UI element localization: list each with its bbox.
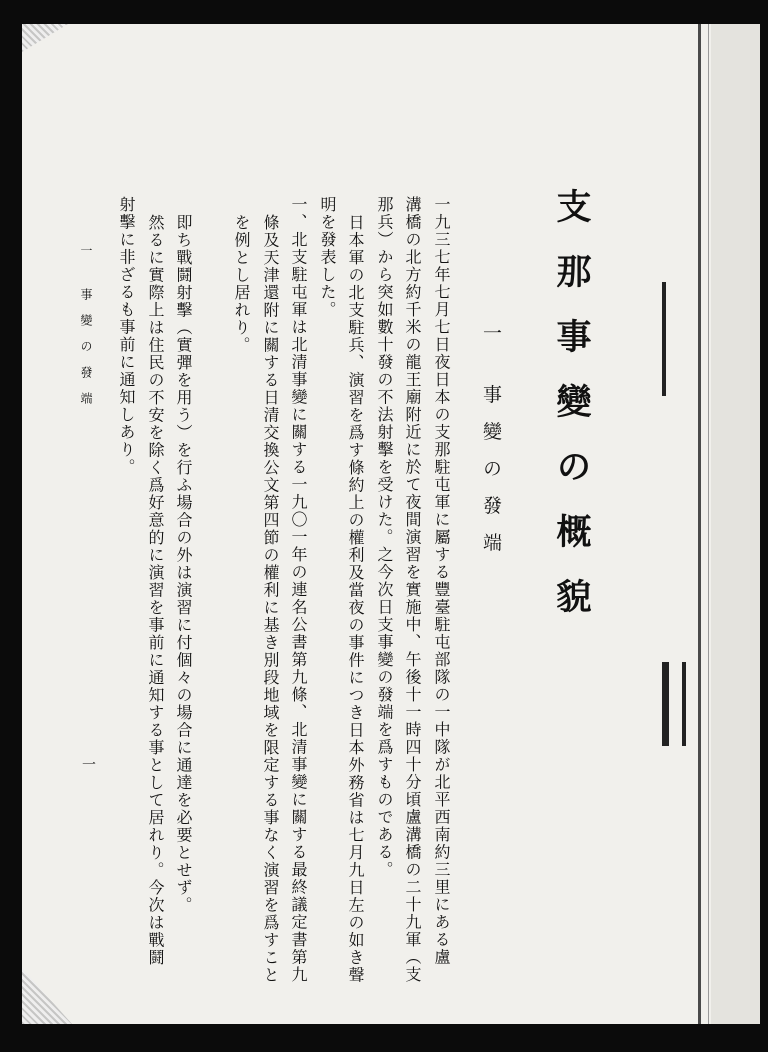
body-line: 一九三七年七月七日夜日本の支那駐屯軍に屬する豐臺駐屯部隊の一中隊が北平西南約三里にある盧 [432,196,451,966]
gutter-mark [682,662,686,746]
running-head: 一 事變の發端 [79,244,93,418]
body-line: を例とし居れり。 [232,214,251,354]
body-line: 射擊に非ざるも事前に通知しあり。 [117,196,136,476]
section-heading: 一 事變の發端 [480,323,502,570]
torn-corner-bottom [22,968,72,1024]
body-line: 即ち戰鬪射擊（實彈を用う）を行ふ場合の外は演習に付個々の場合に通達を必要とせず。 [174,214,193,914]
body-line: 那兵）から突如數十發の不法射擊を受けた。之今次日支事變の發端を爲すものである。 [375,196,394,879]
page-number: 一 [80,757,96,771]
adjacent-page-strip [711,24,760,1024]
body-line: 條及天津還附に關する日清交換公文第四節の權利に基き別段地域を限定する事なく演習を爲すこと [261,214,280,984]
binding-fold-line [698,24,701,1024]
body-line: 明を發表した。 [318,196,337,319]
binding-fold-edge [708,24,709,1024]
body-line: 日本軍の北支駐兵、演習を爲す條約上の權利及當夜の事件につき日本外務省は七月九日左の如き聲 [346,214,365,984]
chapter-title: 支那事變の概貌 [551,188,592,643]
gutter-mark [662,662,669,746]
body-line: 然るに實際上は住民の不安を除く爲好意的に演習を事前に通知する事として居れり。今次は戰鬪 [146,214,165,967]
body-line: 一、北支駐屯軍は北清事變に關する一九〇一年の連名公書第九條、北清事變に關する最終議定書第九 [289,196,308,984]
gutter-mark [662,282,666,396]
body-line: 溝橋の北方約千米の龍王廟附近に於て夜間演習を實施中、午後十一時四十分頃盧溝橋の二十九軍（支 [403,196,422,984]
torn-corner-top [22,24,68,52]
